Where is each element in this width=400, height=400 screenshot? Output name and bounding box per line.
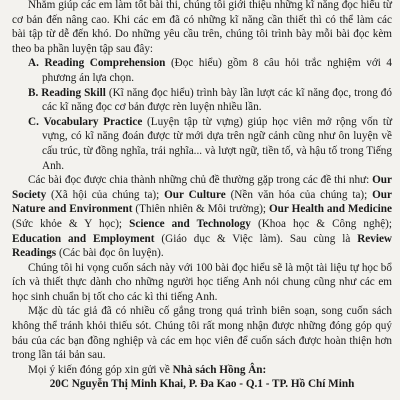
topic-education: Education and Employment [12,232,155,245]
topic-culture: Our Culture [164,188,226,201]
topic-science: Science and Technology [129,217,251,230]
topic-science-vi: (Khoa học & Công nghệ); [250,217,392,230]
effort-paragraph: Mặc dù tác giả đã có nhiều cố gắng trong quá trình biên soạn, song cuốn sách không thể tránh khỏi thiếu sót. Chúng tôi rất mong nhận được những đóng góp quý báu của các bạn đồng nghiệp và các em học viên để cuốn sách được hoàn thiện hơn trong lần tái bản sau. [12,305,392,362]
contact-lead: Mọi ý kiến đóng góp xin gửi về [28,363,173,376]
topic-health: Our Health and Medicine [268,203,392,216]
contact-line [12,363,392,378]
topic-education-vi: (Giáo dục & Việc làm). Sau cùng là [154,232,358,245]
section-c [12,115,392,173]
topic-nature: Our Nature and Environment [12,188,392,216]
address-text: 20C Nguyễn Thị Minh Khai, P. Đa Kao - Q.1 - TP. Hồ Chí Minh [49,378,355,391]
topic-nature-vi: (Thiên nhiên & Môi trường); [132,203,269,216]
section-b-title: Reading Skill [41,86,106,99]
section-a [12,56,392,85]
intro-paragraph: Nhằm giúp các em làm tốt bài thi, chúng tôi giới thiệu những kĩ năng đọc hiểu từ cơ bản đến nâng cao. Khi các em đã có những kĩ năng cần thiết thì có thể làm các bài tập từ dễ đến khó. Do những yêu cầu trên, chúng tôi trình bày mỗi bài đọc kèm theo ba phần luyện tập sau đây: [12,0,392,55]
topic-society-vi: (Xã hội của chúng ta); [46,188,165,201]
topic-culture-vi: (Nền văn hóa của chúng ta); [225,188,373,201]
topics-lead: Các bài đọc được chia thành những chủ đề thường gặp trong các đề thi như: [28,174,373,187]
section-b-text: (Kĩ năng đọc hiểu) trình bày lần lượt các kĩ năng đọc, trong đó các kĩ năng đọc cơ bản được rèn luyện nhiều lần. [42,86,392,114]
section-c-text: (Luyện tập từ vựng) giúp học viên mở rộng vốn từ vựng, có kĩ năng đoán được từ mới dựa trên ngữ cảnh cũng như ôn luyện về cấu trúc, từ đồng nghĩa, trái nghĩa... và lượt ngữ, tiền tố, và hậu tố trong Tiếng Anh. [42,115,393,172]
section-a-title: Reading Comprehension [44,57,166,70]
section-a-letter: A. [28,57,39,70]
topic-review-vi: (Các bài đọc ôn luyện). [56,247,164,260]
topic-health-vi: (Sức khỏe & Y học); [12,217,130,230]
topic-review: Review Readings [12,232,392,260]
hope-paragraph: Chúng tôi hi vọng cuốn sách này với 100 bài đọc hiểu sẽ là một tài liệu tự học bổ ích và thiết thực dành cho những người học tiếng Anh nói chung cũng như các em học sinh chuẩn bị tốt cho các kì thi tiếng Anh. [12,261,392,303]
section-a-text: (Đọc hiểu) gồm 8 câu hỏi trắc nghiệm với 4 phương án lựa chọn. [42,57,392,84]
publisher-name: Nhà sách Hồng Ân: [172,363,267,376]
section-c-letter: C. [28,115,39,128]
publisher-address [12,377,392,392]
topic-society: Our Society [12,174,392,201]
topics-paragraph [12,173,392,261]
section-b [12,86,392,115]
section-b-letter: B. [28,86,39,99]
section-c-title: Vocabulary Practice [43,115,143,128]
